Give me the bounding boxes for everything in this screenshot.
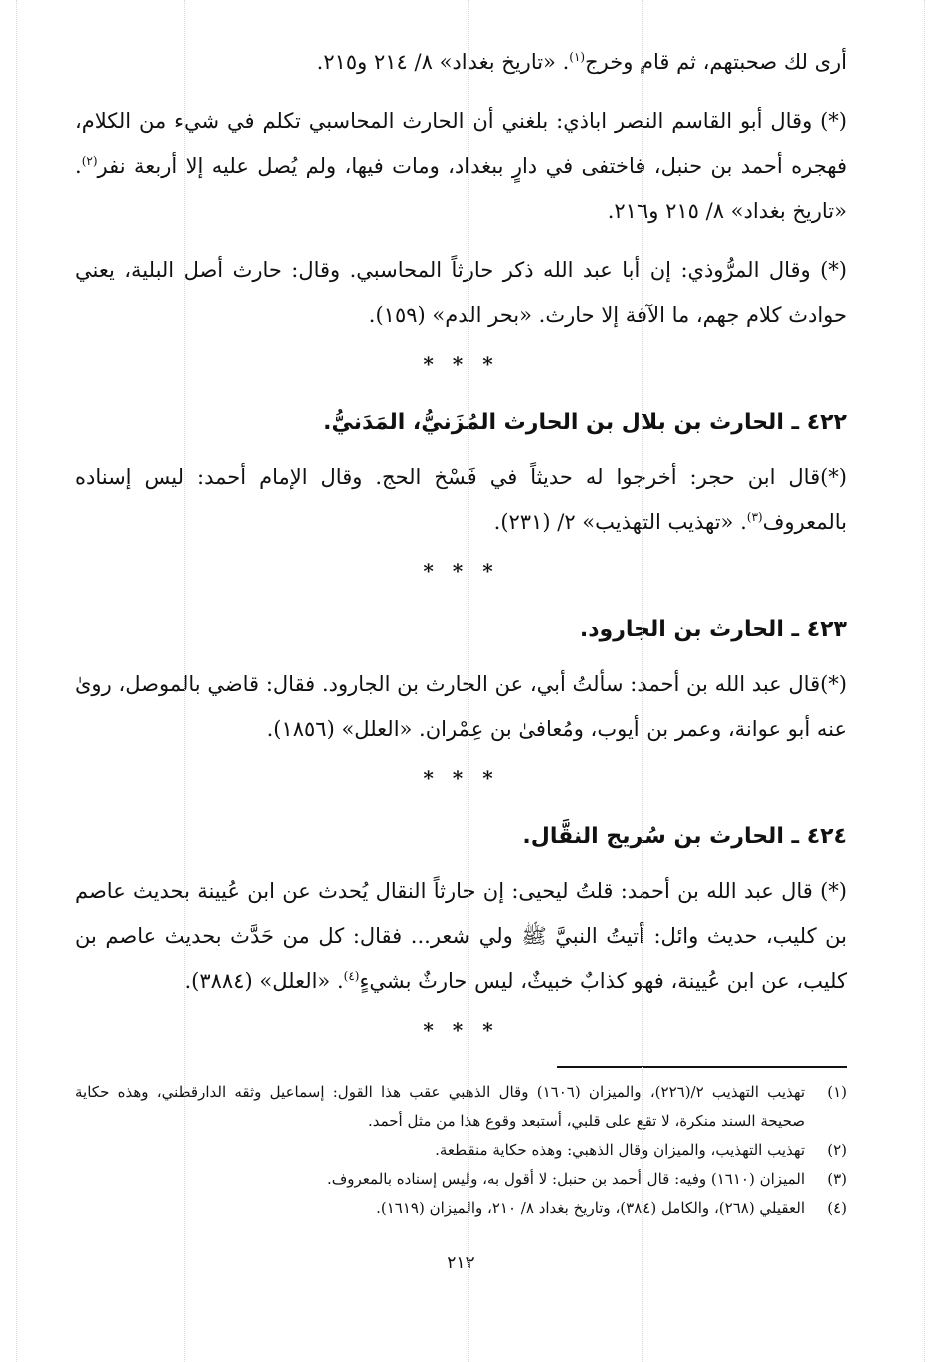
footnote-ref[interactable]: (٣)	[746, 510, 763, 524]
scan-guide-line	[16, 0, 17, 1362]
scan-guide-line	[468, 0, 469, 1362]
footnote-text: تهذيب التهذيب ٢/(٢٢٦)، والميزان (١٦٠٦) وقال الذهبي عقب هذا القول: إسماعيل وثقه الدارقطني، وهذه حكاية صحيحة السند منكرة، لا تقع على قلبي، أستبعد وقوع هذا من مثل أحمد.	[75, 1083, 805, 1130]
entry-heading: ٤٢٤ ـ الحارث بن سُريج النقَّال.	[522, 824, 847, 849]
section-separator: * * *	[423, 766, 499, 790]
entry-423	[75, 607, 847, 752]
entry-heading: ٤٢٢ ـ الحارث بن بلال بن الحارث المُزَنيُّ، المَدَنيُّ.	[323, 410, 847, 435]
entry-422	[75, 400, 847, 545]
footnote-text: العقيلي (٢٦٨)، والكامل (٣٨٤)، وتاريخ بغداد ٨/ ٢١٠، والميزان (١٦١٩).	[376, 1199, 805, 1217]
page-number: ٢١٢	[447, 1253, 475, 1273]
footnote-number: (٣)	[827, 1170, 847, 1188]
footnote-ref[interactable]: (١)	[569, 50, 586, 64]
footnote-item	[75, 1165, 847, 1194]
footnotes	[75, 1078, 847, 1223]
footnote-text: تهذيب التهذيب، والميزان وقال الذهبي: وهذه حكاية منقطعة.	[435, 1141, 805, 1159]
footnote-text: الميزان (١٦١٠) وفيه: قال أحمد بن حنبل: لا أقول به، وليس إسناده بالمعروف.	[326, 1170, 805, 1188]
entry-424	[75, 814, 847, 1004]
footnote-number: (٢)	[827, 1141, 847, 1159]
paragraph: أرى لك صحبتهم، ثم قام وخرج$^{(١)}$. «تاريخ بغداد» ٨/ ٢١٤ و٢١٥.	[316, 50, 847, 74]
footnote-ref[interactable]: (٢)	[81, 154, 98, 168]
footnote-item	[75, 1136, 847, 1165]
scan-guide-line	[184, 0, 185, 1362]
paragraph: (*) وقال أبو القاسم النصر اباذي: بلغني أن الحارث المحاسبي تكلم في شيء من الكلام، فهجره أحمد بن حنبل، فاختفى في دارٍ ببغداد، ومات فيها، ولم يُصل عليه إلا أربعة نفر$^{(٢)}$. «تاريخ بغداد» ٨/ ٢١٥ و٢١٦.	[75, 109, 847, 223]
scan-guide-line	[642, 0, 643, 1362]
scan-guide-line	[924, 0, 925, 1362]
top-section	[75, 40, 847, 338]
footnote-item	[75, 1194, 847, 1223]
paragraph: (*)قال ابن حجر: أخرجوا له حديثاً في فَسْخ الحج. وقال الإمام أحمد: ليس إسناده بالمعروف$^{(٣)}$. «تهذيب التهذيب» ٢/ (٢٣١).	[75, 465, 847, 534]
footnote-divider	[557, 1066, 847, 1068]
footnote-item	[75, 1078, 847, 1136]
footnote-ref[interactable]: (٤)	[343, 969, 360, 983]
section-separator: * * *	[423, 559, 499, 583]
footnote-number: (٤)	[827, 1199, 847, 1217]
paragraph: (*) وقال المرُّوذي: إن أبا عبد الله ذكر حارثاً المحاسبي. وقال: حارث أصل البلية، يعني حوادث كلام جهم، ما الآفة إلا حارث. «بحر الدم» (١٥٩).	[75, 258, 847, 327]
section-separator: * * *	[423, 1018, 499, 1042]
paragraph: (*)قال عبد الله بن أحمد: سألتُ أبي، عن الحارث بن الجارود. فقال: قاضي بالموصل، روىٰ عنه أبو عوانة، وعمر بن أيوب، ومُعافىٰ بن عِمْران. «العلل» (١٨٥٦).	[75, 672, 847, 741]
entry-heading: ٤٢٣ ـ الحارث بن الجارود.	[579, 617, 847, 642]
section-separator: * * *	[423, 352, 499, 376]
footnote-number: (١)	[827, 1083, 847, 1101]
paragraph: (*) قال عبد الله بن أحمد: قلتُ ليحيى: إن حارثاً النقال يُحدث عن ابن عُيينة بحديث عاصم بن كليب، حديث وائل: أتيتُ النبيَّ ﷺ ولي شعر... فقال: كل من حَدَّث بحديث عاصم بن كليب، عن ابن عُيينة، فهو كذابٌ خبيثٌ، ليس حارثٌ بشيءٍ$^{(٤)}$. «العلل» (٣٨٨٤).	[75, 879, 847, 993]
